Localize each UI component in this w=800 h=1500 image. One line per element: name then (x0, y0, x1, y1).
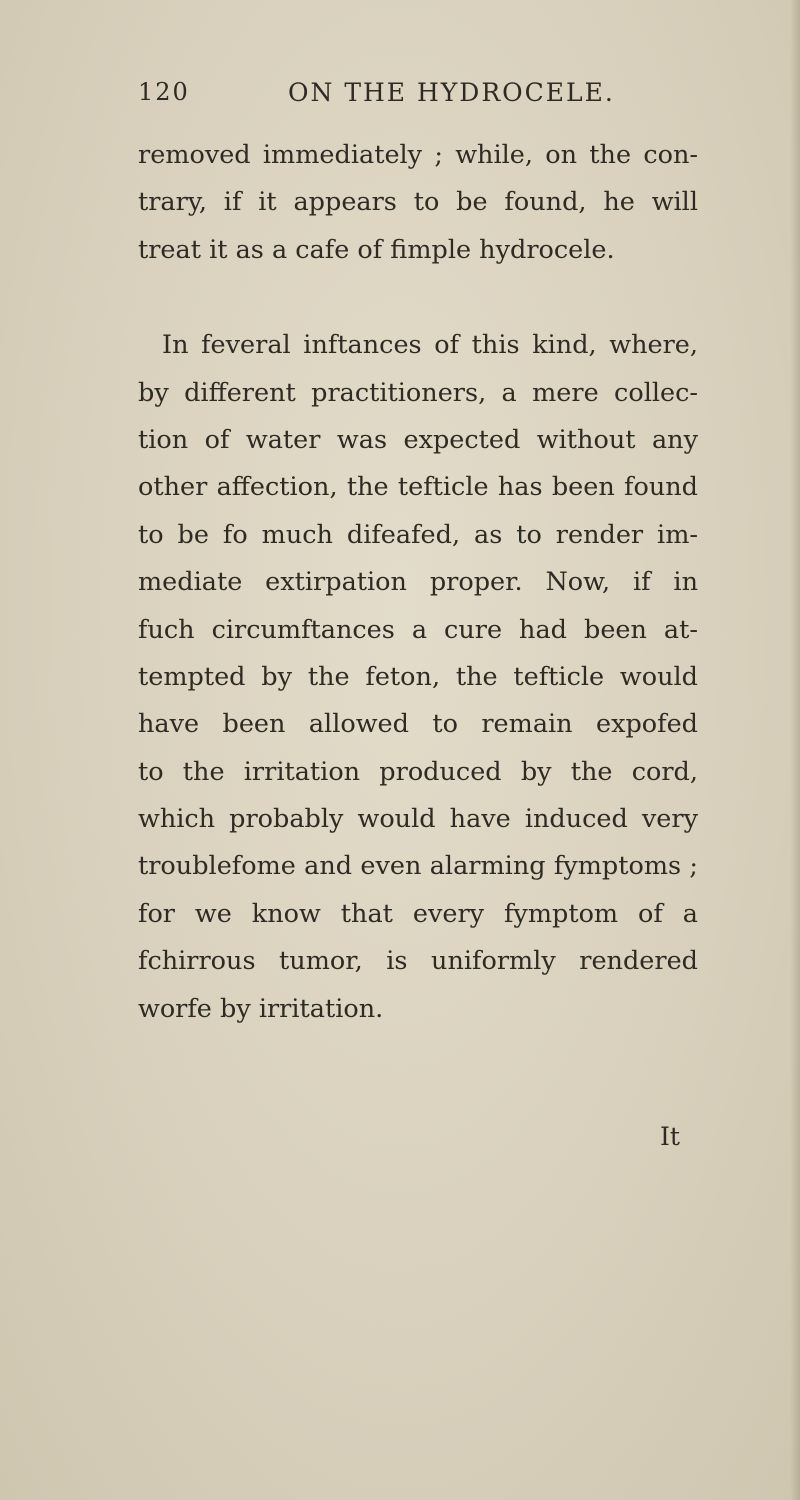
text-line: tion of water was expected without any (138, 424, 698, 455)
text-line: for we know that every fymptom of a (138, 898, 698, 929)
running-head: ON THE HYDROCELE. (288, 78, 615, 107)
body-text (138, 132, 698, 1033)
text-line: worfe by irritation. (138, 993, 384, 1024)
text-line: troublefome and even alarming fymptoms ; (138, 851, 698, 882)
text-line: to the irritation produced by the cord, (138, 756, 698, 787)
text-line: other affection, the tefticle has been found (138, 472, 698, 503)
text-line: mediate extirpation proper. Now, if in (138, 567, 698, 598)
text-line: In feveral inftances of this kind, where, (162, 330, 698, 361)
paragraph-2 (138, 322, 698, 1033)
paragraph-1 (138, 132, 698, 274)
text-line: tempted by the feton, the tefticle would (138, 661, 698, 692)
paragraph-gap (138, 274, 698, 322)
text-line: to be fo much difeafed, as to render im- (138, 519, 698, 550)
text-line: trary, if it appears to be found, he will (138, 187, 698, 218)
text-line: treat it as a cafe of fimple hydrocele. (138, 234, 615, 265)
text-line: removed immediately ; while, on the con- (138, 140, 698, 170)
text-line: by different practitioners, a mere collec- (138, 377, 698, 408)
text-line: which probably would have induced very (138, 804, 698, 835)
page-header (138, 78, 698, 112)
text-line: have been allowed to remain expofed (138, 709, 698, 740)
page-edge-shadow (790, 0, 800, 1500)
text-line: fuch circumftances a cure had been at- (138, 614, 698, 645)
page-number: 120 (138, 78, 190, 106)
text-line: fchirrous tumor, is uniformly rendered (138, 946, 698, 977)
catchword: It (660, 1122, 680, 1151)
